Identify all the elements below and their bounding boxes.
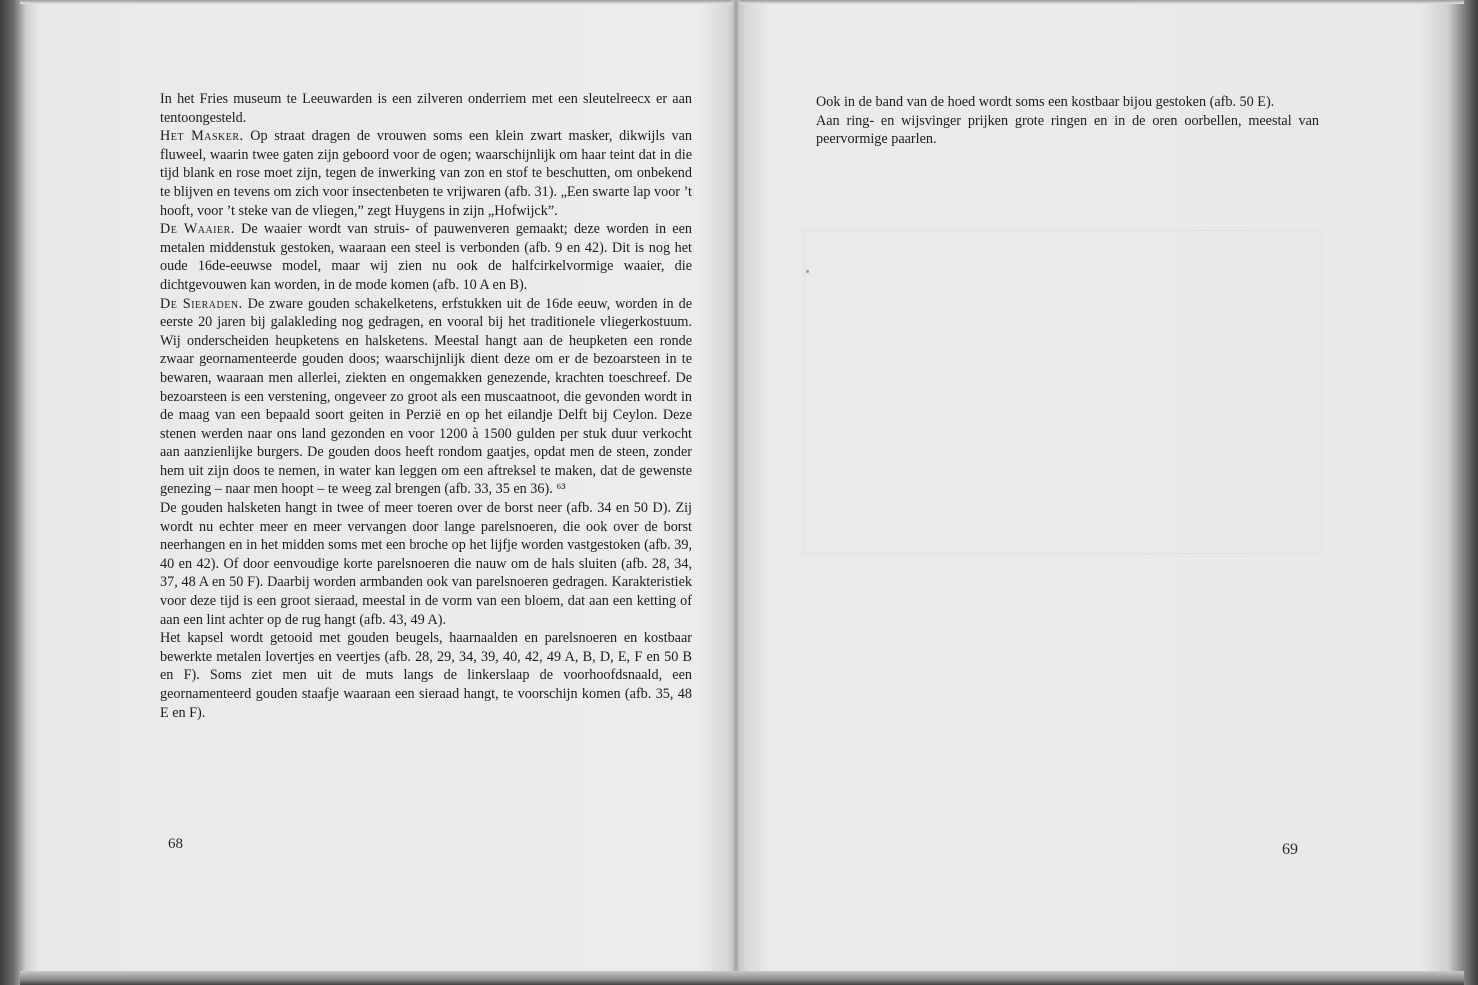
section-heading-masker: Het Masker. [160,128,244,145]
paragraph-onderriem [160,90,692,127]
paragraph-hoed [816,93,1319,112]
paragraph-waaier [160,220,692,294]
paragraph-text: Aan ring- en wijsvinger prijken grote ringen en in de oren oorbellen, meestal van peervormige paarlen. [816,112,1319,148]
left-page-text [160,90,692,722]
paragraph-text: De gouden halsketen hangt in twee of meer toeren over de borst neer (afb. 34 en 50 D). Zij wordt nu echter meer en meer vervangen door lange parelsnoeren, die ook over de borst neerhangen en in het midden soms met een broche op het lijfje worden vastgestoken (afb. 39, 40 en 42). Of door eenvoudige korte parelsnoeren die nauw om de hals sluiten (afb. 28, 34, 37, 48 A en 50 F). Daarbij worden armbanden ook van parelsnoeren gedragen. Karakteristiek voor deze tijd is een groot sieraad, meestal in de vorm van een bloem, dat aan een ketting of aan een lint achter op de rug hangt (afb. 43, 49 A). [160,500,692,628]
paragraph-kapsel [160,629,692,722]
faint-plate-outline [804,230,1322,554]
paragraph-ringen [816,112,1319,149]
right-page [740,0,1452,985]
page-number-right: 69 [1282,841,1298,858]
page-edge-bottom [20,971,1464,985]
paragraph-halsketen [160,499,692,629]
paragraph-text: De zware gouden schakelketens, erfstukken uit de 16de eeuw, worden in de eerste 20 jaren bij galakleding nog gedragen, en vooral bij het traditionele vliegerkostuum. Wij onderscheiden heupketens en halsketens. Meestal hangt aan de heupketen een ronde zwaar geornamenteerde gouden doos; waarschijnlijk dient deze om er de bezoarsteen in te bewaren, waaraan men allerlei, ziekten en ongemakken genezende, krachten toeschreef. De bezoarsteen is een verstening, ongeveer zo groot als een muscaatnoot, die gevonden wordt in de maag van een bepaald soort geiten in Perzië en op het eilandje Delft bij Ceylon. Deze stenen werden naar ons land gezonden en voor 1200 à 1500 gulden per stuk duur verkocht aan aanzienlijke burgers. De gouden doos heeft rondom gaatjes, opdat men de steen, zonder hem uit zijn doos te nemen, in water kan leggen om een aftreksel te maken, dat de gewenste genezing – naar men hoopt – te weeg zal brengen (afb. 33, 35 en 36). ⁶³ [160,295,692,498]
paragraph-text: Op straat dragen de vrouwen soms een klein zwart masker, dikwijls van fluweel, waarin twee gaten zijn geboord voor de ogen; waarschijnlijk om haar teint dat in die tijd blank en rose moet zijn, tegen de inwerking van zon en stof te beschutten, om onbekend te blijven en tevens om zich voor insectenbeten te vrijwaren (afb. 31). „Een swarte lap voor ’t hooft, voor ’t steke van de vliegen,” zegt Huygens in zijn „Hofwijck”. [160,128,692,219]
section-heading-sieraden: De Sieraden. [160,295,243,312]
paragraph-text: Ook in de band van de hoed wordt soms een kostbaar bijou gestoken (afb. 50 E). [816,94,1275,110]
paragraph-masker [160,127,692,220]
paper-speck [806,270,809,273]
paragraph-sieraden [160,295,692,500]
paragraph-text: De waaier wordt van struis- of pauwenveren gemaakt; deze worden in een metalen middenstuk gestoken, waaraan een steel is verbonden (afb. 9 en 42). Dit is nog het oude 16de-eeuwse model, maar wij zien nu ook de halfcirkelvormige waaier, die dichtgevouwen kan worden, in de mode komen (afb. 10 A en B). [160,221,692,293]
section-heading-waaier: De Waaier. [160,221,235,238]
paragraph-text: In het Fries museum te Leeuwarden is een zilveren onderriem met een sleutelreecx er aan tentoongesteld. [160,91,692,126]
book-gutter [732,0,740,985]
right-page-text [816,93,1319,149]
paragraph-text: Het kapsel wordt getooid met gouden beugels, haarnaalden en parelsnoeren en kostbaar bewerkte metalen lovertjes en veertjes (afb. 28, 29, 34, 39, 40, 42, 49 A, B, D, E, F en 50 B en F). Soms ziet men uit de muts langs de linkerslaap de voorhoofdsnaald, een geornamenteerd gouden staafje waaraan een sieraad hangt, te voorschijn komen (afb. 35, 48 E en F). [160,630,692,721]
page-number-left: 68 [168,836,183,852]
left-page [30,0,732,985]
